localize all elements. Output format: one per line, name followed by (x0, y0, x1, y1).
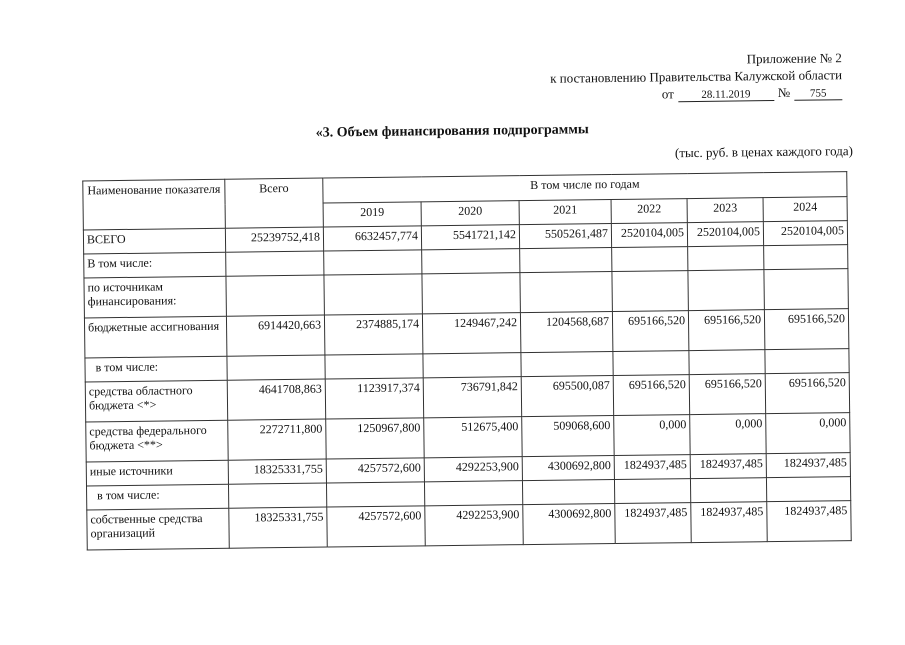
appendix-date-line (482, 83, 842, 104)
header-name: Наименование показателя (83, 179, 226, 230)
cell-value (520, 272, 612, 313)
table-row (87, 501, 851, 550)
cell-value (522, 480, 614, 505)
cell-value: 4292253,900 (425, 505, 523, 546)
header-year: 2020 (421, 201, 519, 226)
cell-value: 0,000 (766, 413, 850, 454)
cell-value: 1123917,374 (325, 378, 423, 419)
cell-total: 2272711,800 (228, 419, 326, 460)
cell-value (612, 271, 688, 312)
cell-value (612, 247, 688, 272)
cell-value: 1824937,485 (690, 454, 766, 479)
row-label: средства федерального бюджета <**> (86, 420, 228, 462)
cell-total (226, 275, 324, 316)
row-label: бюджетные ассигнования (84, 316, 226, 358)
cell-total (226, 251, 324, 276)
cell-value (765, 349, 849, 374)
cell-value: 4300692,800 (522, 456, 614, 481)
cell-value: 512675,400 (424, 417, 522, 458)
decree-number: 755 (794, 87, 842, 101)
cell-value: 1250967,800 (326, 418, 424, 459)
cell-value: 1204568,687 (520, 312, 612, 353)
header-year: 2019 (323, 202, 421, 227)
cell-value (324, 250, 422, 275)
cell-value (690, 478, 766, 503)
cell-value: 1824937,485 (766, 453, 850, 478)
cell-value (614, 479, 690, 504)
date-prefix: от (661, 86, 674, 102)
row-label: в том числе: (85, 356, 227, 382)
cell-total: 18325331,755 (229, 507, 327, 548)
decree-date: 28.11.2019 (678, 88, 774, 102)
cell-value: 1249467,242 (422, 313, 520, 354)
cell-value: 1824937,485 (691, 502, 767, 543)
cell-value: 6632457,774 (323, 226, 421, 251)
cell-value: 2520104,005 (611, 223, 687, 248)
cell-total (228, 483, 326, 508)
section-title: «3. Объем финансирования подпрограммы (315, 122, 589, 141)
cell-total: 4641708,863 (227, 379, 325, 420)
row-label: по источникам финансирования: (84, 276, 226, 318)
header-years-group: В том числе по годам (323, 172, 847, 203)
header-year: 2024 (763, 197, 847, 222)
cell-total (227, 355, 325, 380)
financing-table (82, 171, 851, 550)
cell-value (688, 270, 764, 311)
cell-total: 18325331,755 (228, 459, 326, 484)
cell-value: 695500,087 (521, 376, 613, 417)
row-label: в том числе: (87, 484, 229, 510)
appendix-line-2: к постановлению Правительства Калужской области (550, 67, 843, 86)
header-total: Всего (225, 178, 324, 228)
units-note: (тыс. руб. в ценах каждого года) (674, 143, 854, 161)
appendix-line-1: Приложение № 2 (746, 50, 842, 67)
cell-value: 695166,520 (765, 373, 849, 414)
cell-value (764, 245, 848, 270)
cell-value (764, 269, 848, 310)
number-prefix: № (777, 84, 791, 100)
cell-value: 509068,600 (522, 416, 614, 457)
cell-total: 6914420,663 (226, 315, 324, 356)
cell-value (324, 274, 422, 315)
cell-value (423, 353, 521, 378)
cell-value (424, 481, 522, 506)
cell-value (325, 354, 423, 379)
cell-value: 5505261,487 (519, 224, 611, 249)
cell-value: 2520104,005 (763, 221, 847, 246)
cell-value: 0,000 (614, 415, 690, 456)
cell-value: 1824937,485 (614, 455, 690, 480)
cell-value: 2374885,174 (324, 314, 422, 355)
cell-value: 5541721,142 (421, 225, 519, 250)
cell-value: 1824937,485 (767, 501, 851, 542)
cell-value: 695166,520 (688, 310, 764, 351)
cell-value: 0,000 (690, 414, 766, 455)
cell-value: 736791,842 (423, 377, 521, 418)
cell-total: 25239752,418 (225, 227, 323, 252)
cell-value: 2520104,005 (687, 222, 763, 247)
row-label: ВСЕГО (83, 228, 225, 254)
cell-value: 4257572,600 (327, 506, 425, 547)
cell-value: 695166,520 (613, 375, 689, 416)
cell-value: 695166,520 (689, 374, 765, 415)
cell-value (521, 352, 613, 377)
cell-value (689, 350, 765, 375)
cell-value: 695166,520 (612, 311, 688, 352)
row-label: иные источники (86, 460, 228, 486)
row-label: В том числе: (84, 252, 226, 278)
cell-value (326, 482, 424, 507)
cell-value (688, 246, 764, 271)
cell-value: 695166,520 (764, 309, 848, 350)
row-label: собственные средства организаций (87, 508, 229, 550)
cell-value: 4292253,900 (424, 457, 522, 482)
row-label: средства областного бюджета <*> (85, 380, 227, 422)
cell-value (766, 477, 850, 502)
cell-value (422, 249, 520, 274)
cell-value: 4257572,600 (326, 458, 424, 483)
header-year: 2023 (687, 198, 763, 223)
cell-value (422, 273, 520, 314)
cell-value: 4300692,800 (523, 504, 615, 545)
header-year: 2021 (519, 200, 611, 225)
cell-value: 1824937,485 (615, 503, 691, 544)
header-year: 2022 (611, 199, 687, 224)
cell-value (520, 248, 612, 273)
appendix-header (482, 49, 843, 104)
cell-value (613, 351, 689, 376)
